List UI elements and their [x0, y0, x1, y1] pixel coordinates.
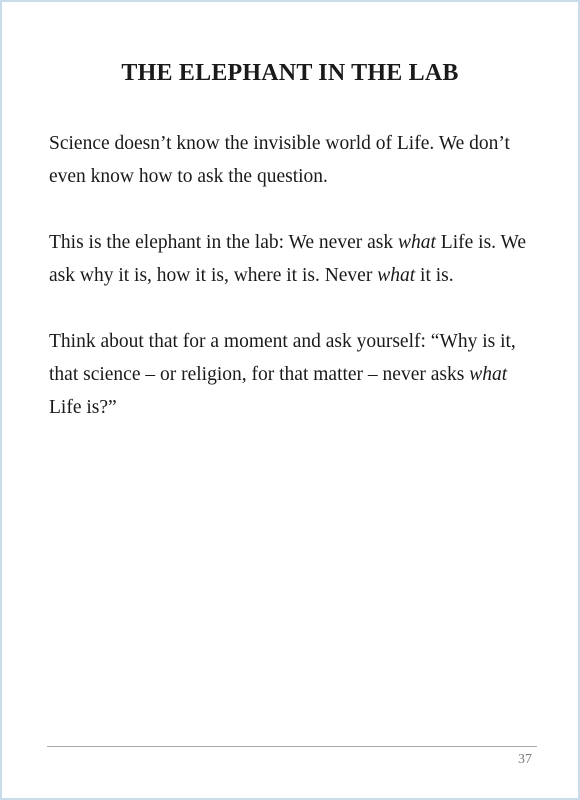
footer-divider [47, 746, 537, 747]
paragraph-text: This is the elephant in the lab: We never ask [49, 232, 398, 253]
page-number: 37 [518, 752, 532, 767]
paragraph-text: Think about that for a moment and ask yourself: “Why is it, that science – or religion, for that matter – never asks [49, 331, 516, 385]
paragraph-text: Life is?” [49, 397, 117, 418]
paragraph-text: Life is. We ask why it is, how it is, where it is. Never [49, 232, 527, 286]
paragraph-text: Science doesn’t know the invisible world of Life. We don’t even know how to ask the question. [49, 133, 510, 187]
paragraph [49, 325, 539, 424]
paragraph [49, 127, 539, 193]
chapter-title: THE ELEPHANT IN THE LAB [121, 60, 459, 86]
body-text [49, 127, 539, 457]
paragraph [49, 226, 539, 292]
emphasis-text: what [377, 265, 416, 286]
emphasis-text: what [469, 364, 508, 385]
emphasis-text: what [397, 232, 436, 253]
paragraph-text: it is. [415, 265, 454, 286]
